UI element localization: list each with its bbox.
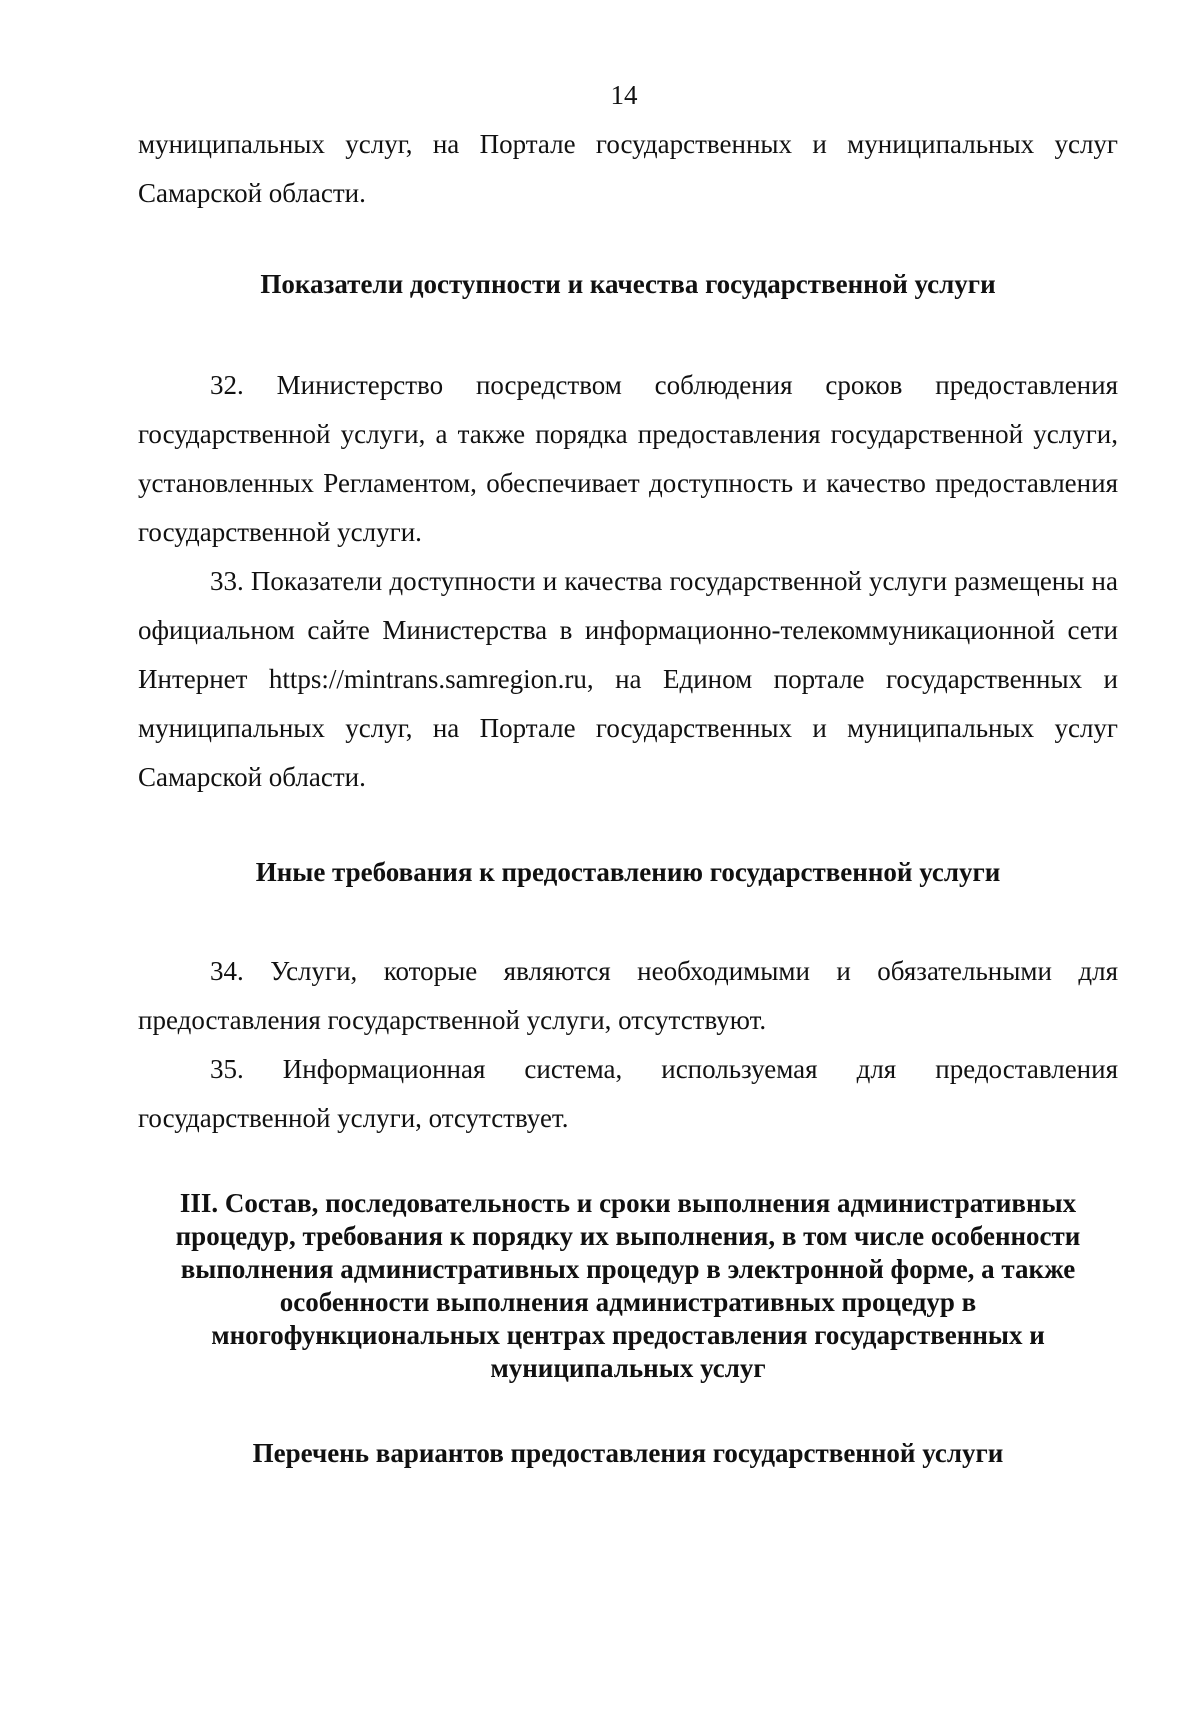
heading-service-variants: Перечень вариантов предоставления государственной услуги bbox=[252, 1438, 1004, 1468]
paragraph-34: 34. Услуги, которые являются необходимыми и обязательными для предоставления государственной услуги, отсутствуют. bbox=[138, 956, 1118, 1035]
heading-other-requirements: Иные требования к предоставлению государственной услуги bbox=[255, 857, 1001, 887]
page-content bbox=[138, 120, 1118, 1478]
chapter-3-title: III. Состав, последовательность и сроки выполнения административных процедур, требования к порядку их выполнения, в том числе особенности выполнения административных процедур в электронной форме, а также особенности выполнения административных процедур в многофункциональных центрах предоставления государственных и муниципальных услуг bbox=[175, 1188, 1081, 1383]
paragraph-32: 32. Министерство посредством соблюдения сроков предоставления государственной услуги, а также порядка предоставления государственной услуги, установленных Регламентом, обеспечивает доступность и качество предоставления государственной услуги. bbox=[138, 370, 1118, 547]
page-number: 14 bbox=[610, 80, 638, 110]
heading-accessibility-quality: Показатели доступности и качества государственной услуги bbox=[260, 269, 996, 299]
continuation-paragraph: муниципальных услуг, на Портале государственных и муниципальных услуг Самарской области. bbox=[138, 129, 1118, 208]
paragraph-35: 35. Информационная система, используемая для предоставления государственной услуги, отсутствует. bbox=[138, 1054, 1118, 1133]
paragraph-33: 33. Показатели доступности и качества государственной услуги размещены на официальном сайте Министерства в информационно-телекоммуникационной сети Интернет https://mintrans.samregion.ru, на Едином портале государственных и муниципальных услуг, на Портале государственных и муниципальных услуг Самарской области. bbox=[138, 566, 1118, 792]
